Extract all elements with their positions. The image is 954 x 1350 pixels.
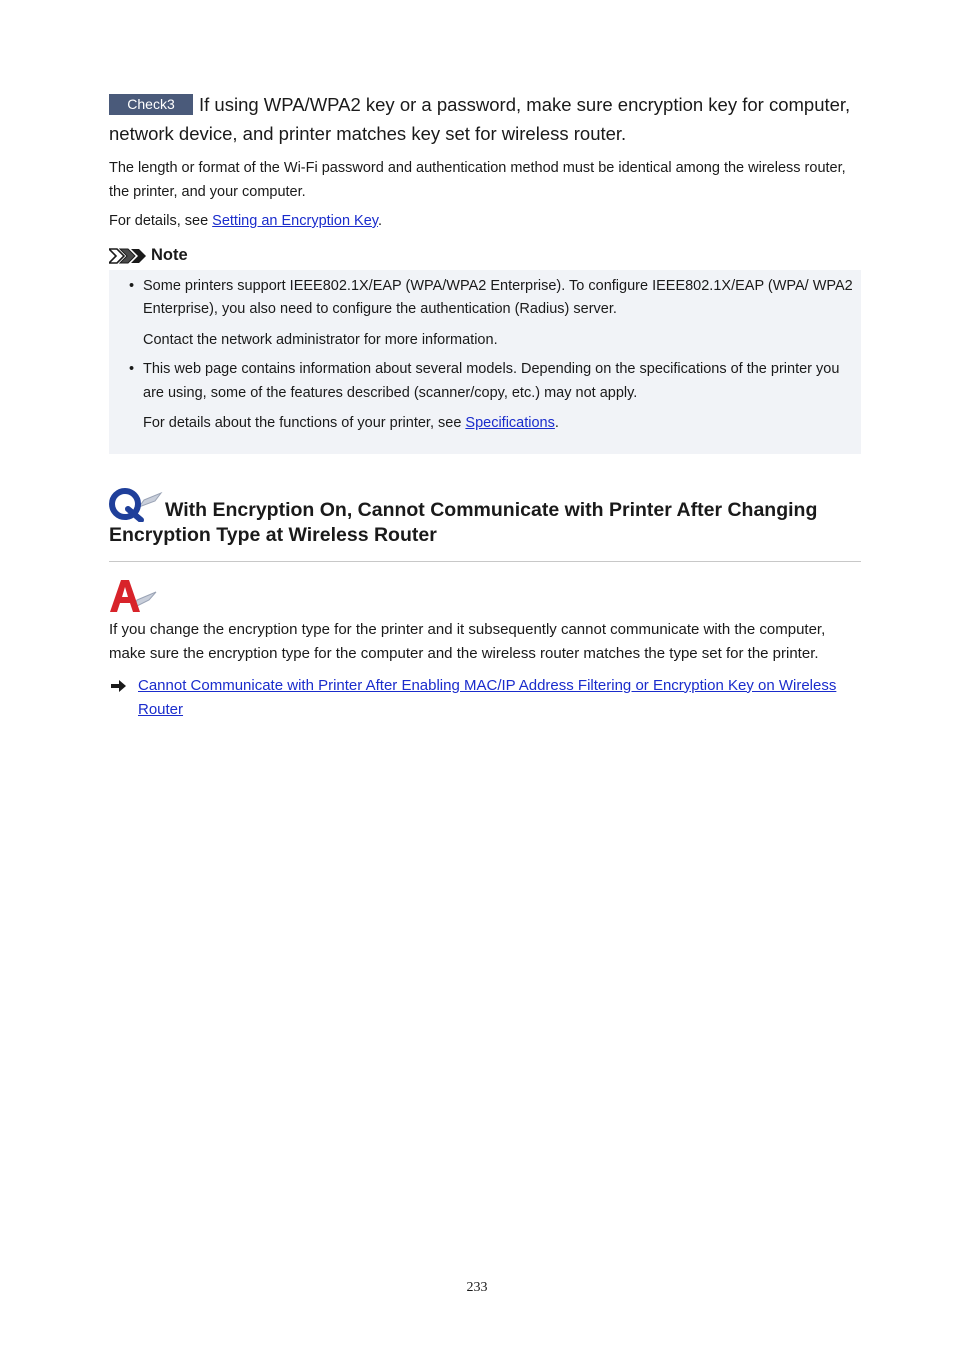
note-item-subtext: Contact the network administrator for more information. xyxy=(143,331,498,348)
note-label: Note xyxy=(151,246,188,264)
note-item-text: This web page contains information about several models. Depending on the specifications of the printer you are using, some of the features described (scanner/copy, etc.) may not apply. xyxy=(143,361,840,401)
question-heading xyxy=(109,488,861,562)
check-heading xyxy=(109,90,861,148)
details-prefix: For details, see xyxy=(109,213,213,229)
answer-paragraph: If you change the encryption type for the printer and it subsequently cannot communicate with the computer, make sure the encryption type for the computer and the wireless router matches the type set for the printer. xyxy=(109,620,826,662)
note-item xyxy=(129,358,855,436)
note-box xyxy=(109,270,861,454)
specifications-link[interactable]: Specifications xyxy=(465,415,555,431)
setting-encryption-key-link[interactable]: Setting an Encryption Key xyxy=(212,213,378,229)
bullet: • xyxy=(129,277,135,294)
answer-icon-wrap xyxy=(109,578,861,618)
cannot-communicate-link[interactable]: Cannot Communicate with Printer After Enabling MAC/IP Address Filtering or Encryption Key on Wireless Router xyxy=(138,676,837,718)
right-arrow-icon xyxy=(111,680,126,692)
page-number: 233 xyxy=(466,1280,488,1295)
note-arrows-icon xyxy=(109,248,147,264)
question-q-icon xyxy=(109,488,163,522)
note-title xyxy=(109,244,861,268)
question-text: With Encryption On, Cannot Communicate with Printer After Changing Encryption Type at Wireless Router xyxy=(109,498,818,546)
intro-paragraph: The length or format of the Wi-Fi password and authentication method must be identical among the wireless router, the printer, and your computer. xyxy=(109,160,846,200)
details-paragraph xyxy=(109,210,861,234)
related-link-item xyxy=(109,674,861,722)
check-heading-text: If using WPA/WPA2 key or a password, make sure encryption key for computer, network device, and printer matches key set for wireless router. xyxy=(109,94,851,144)
note-item xyxy=(129,275,855,353)
document-page xyxy=(109,90,861,722)
specs-suffix: . xyxy=(554,415,559,431)
note-item-text: Some printers support IEEE802.1X/EAP (WPA/WPA2 Enterprise). To configure IEEE802.1X/EAP (WPA/ WPA2 Enterprise), you also need to configure the authentication (Radius) server. xyxy=(143,277,853,317)
specs-prefix: For details about the functions of your printer, see xyxy=(143,415,466,431)
check-badge: Check3 xyxy=(109,94,193,115)
bullet: • xyxy=(129,361,135,377)
note-item-subtext xyxy=(143,412,855,436)
answer-a-icon xyxy=(109,578,157,614)
details-suffix: . xyxy=(377,213,382,229)
